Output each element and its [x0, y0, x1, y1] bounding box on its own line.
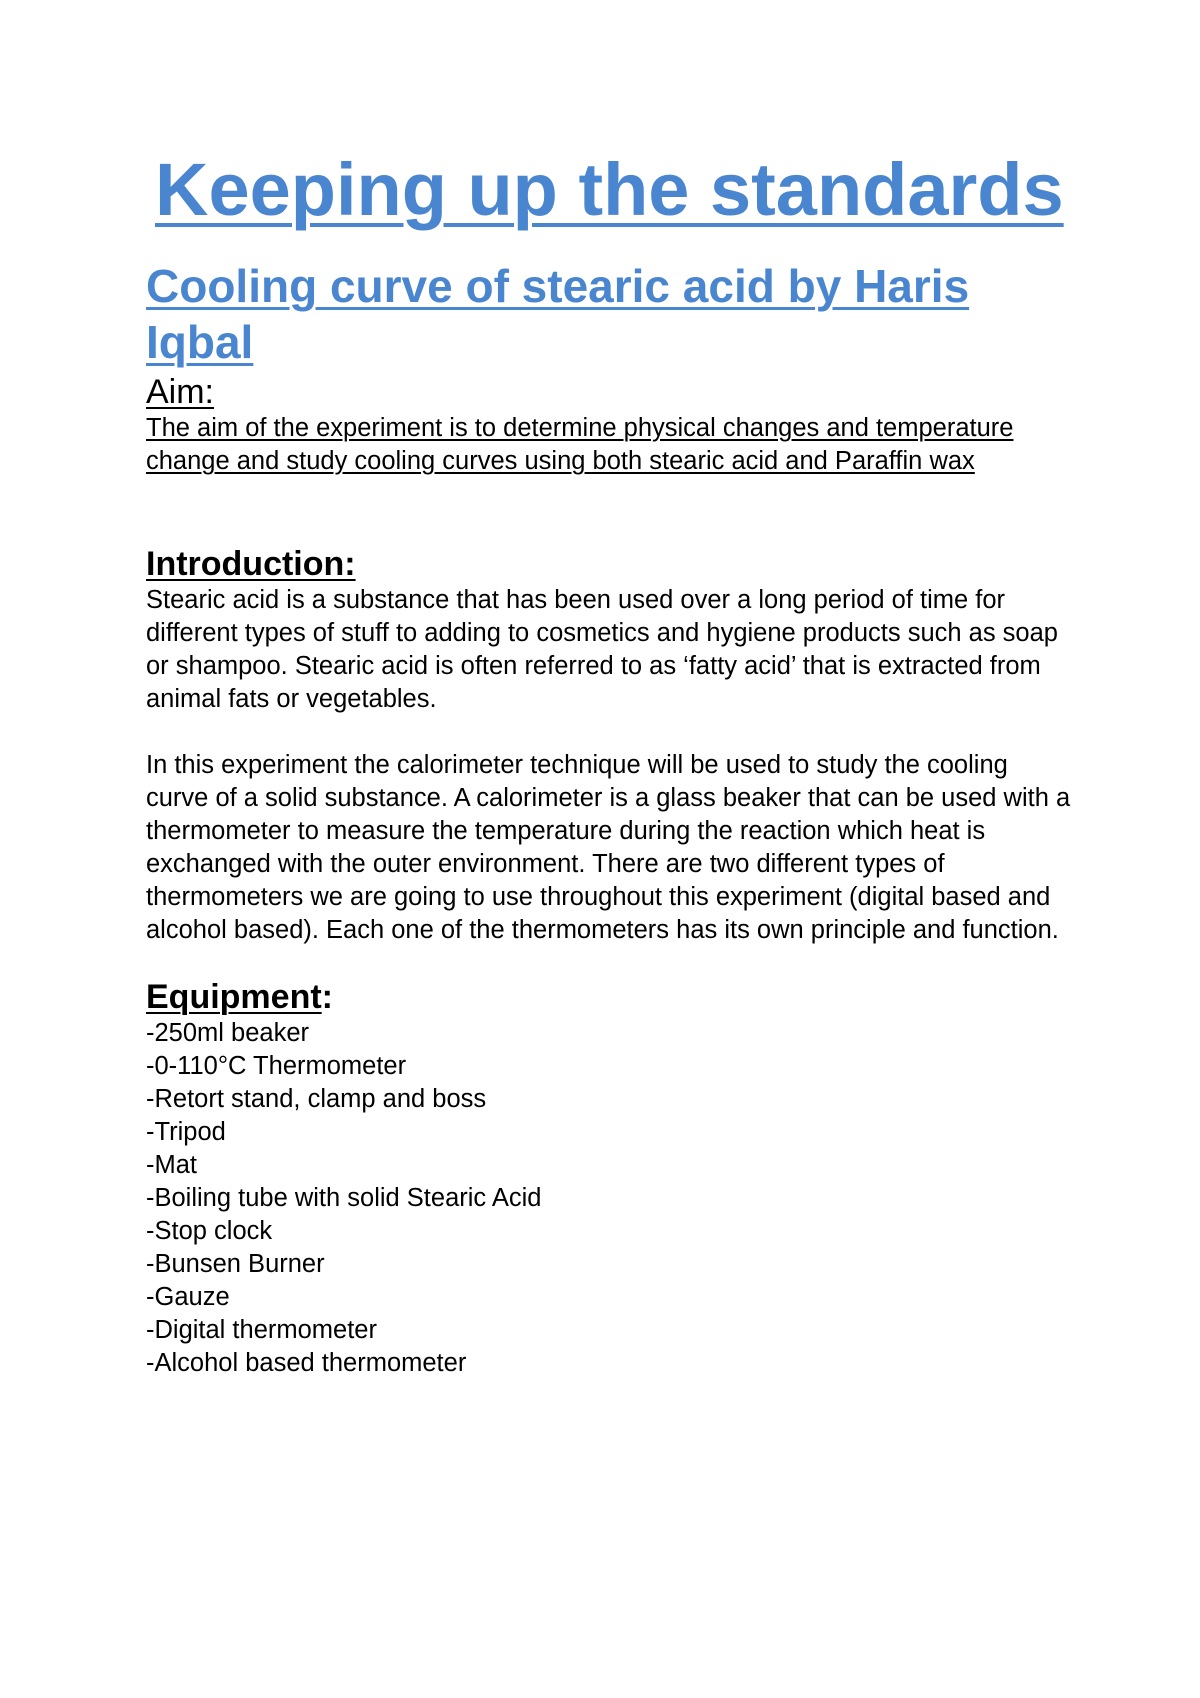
introduction-paragraph-2: In this experiment the calorimeter technique will be used to study the cooling curve of a solid substance. A calorimeter is a glass beaker that can be used with a thermometer to measure the temperature during the reaction which heat is exchanged with the outer environment. There are two different types of thermometers we are going to use throughout this experiment (digital based and alcohol based). Each one of the thermometers has its own principle and function. [146, 751, 1071, 944]
equipment-list [146, 1017, 541, 1380]
list-item: -0-110°C Thermometer [146, 1052, 407, 1080]
document-subtitle: Cooling curve of stearic acid by Haris Iqbal [146, 260, 970, 368]
list-item: -250ml beaker [146, 1019, 309, 1047]
introduction-heading [146, 544, 356, 584]
list-item: -Digital thermometer [146, 1316, 377, 1344]
aim-heading-text: Aim: [146, 373, 214, 411]
equipment-heading-colon: : [321, 978, 333, 1016]
document-title: Keeping up the standards [155, 148, 1064, 231]
equipment-heading-text: Equipment [146, 978, 322, 1016]
list-item: -Mat [146, 1151, 197, 1179]
list-item: -Alcohol based thermometer [146, 1349, 467, 1377]
equipment-heading [146, 977, 333, 1017]
list-item: -Boiling tube with solid Stearic Acid [146, 1184, 542, 1212]
list-item: -Retort stand, clamp and boss [146, 1085, 487, 1113]
aim-heading [146, 372, 214, 412]
list-item: -Tripod [146, 1118, 226, 1146]
list-item: -Gauze [146, 1283, 230, 1311]
list-item: -Stop clock [146, 1217, 273, 1245]
introduction-paragraph-1: Stearic acid is a substance that has been used over a long period of time for different types of stuff to adding to cosmetics and hygiene products such as soap or shampoo. Stearic acid is often referred to as ‘fatty acid’ that is extracted from animal fats or vegetables. [146, 586, 1058, 713]
introduction-heading-text: Introduction: [146, 545, 356, 583]
aim-text: The aim of the experiment is to determine physical changes and temperature change and study cooling curves using both stearic acid and Paraffin wax [146, 414, 1014, 475]
list-item: -Bunsen Burner [146, 1250, 325, 1278]
